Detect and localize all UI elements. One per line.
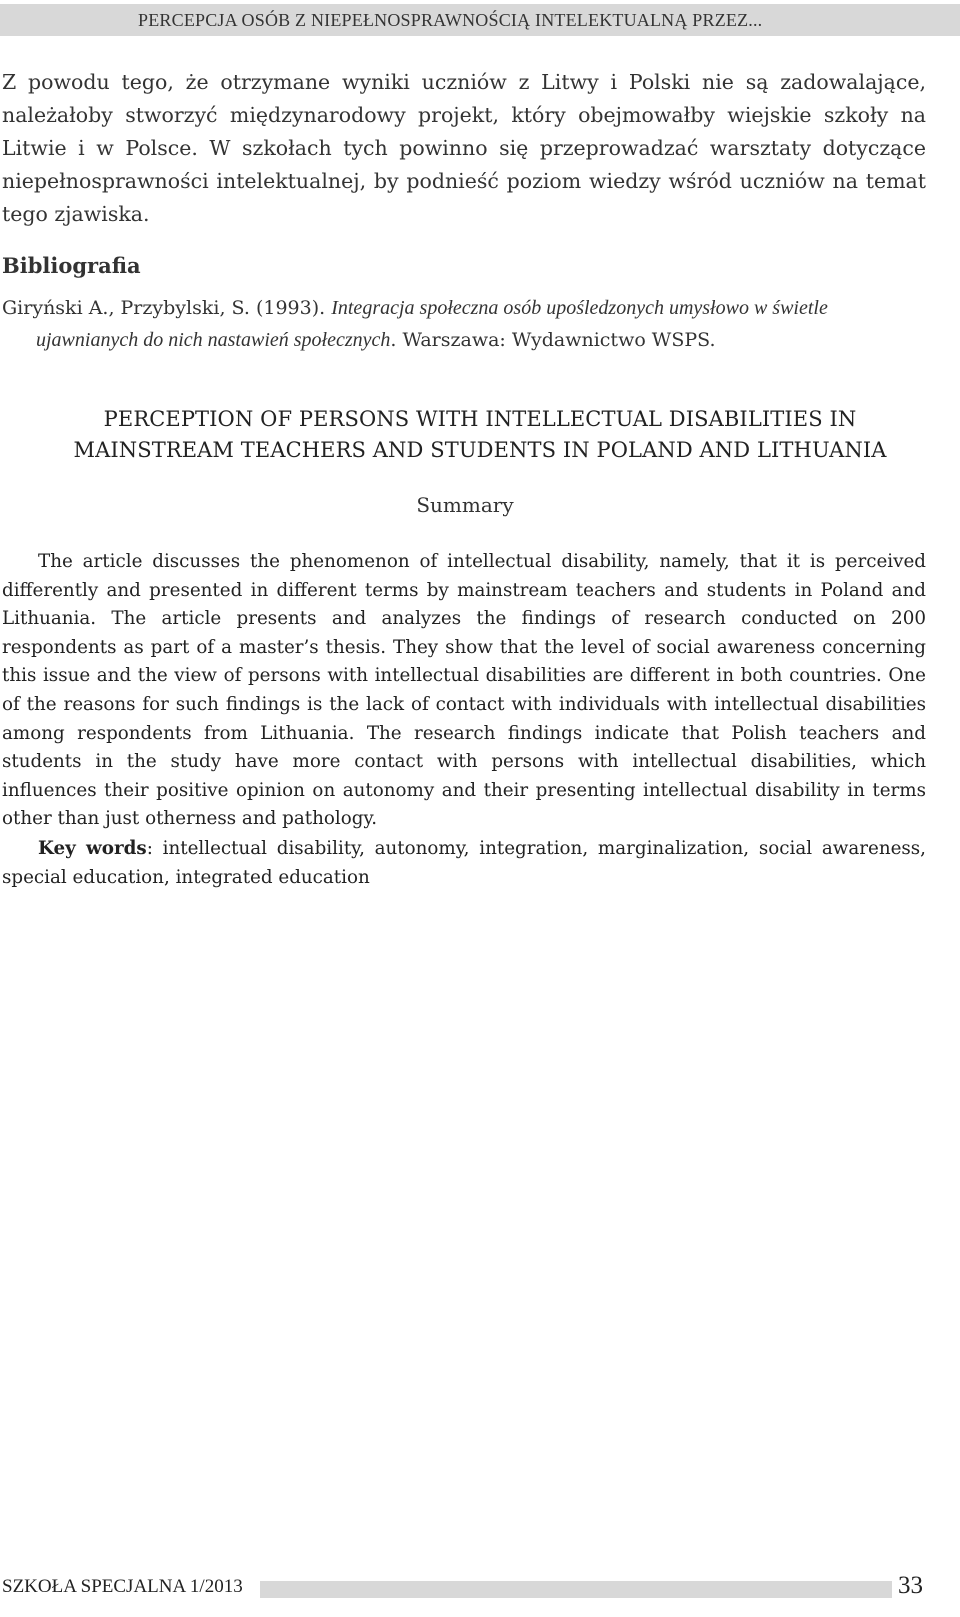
keywords-text: : intellectual disability, autonomy, integration, marginalization, social awareness, special education, integrated education [2,838,926,888]
bibliography-entry [2,292,930,356]
summary-title [0,404,960,466]
journal-name: SZKOŁA SPECJALNA 1/2013 [2,1576,243,1597]
bib-publisher: . Warszawa: Wydawnictwo WSPS. [390,329,716,351]
running-title: PERCEPCJA OSÓB Z NIEPEŁNOSPRAWNOŚCIĄ INTELEKTUALNĄ PRZEZ... [138,10,763,30]
bib-authors: Giryński A., Przybylski, S. (1993). [2,297,332,319]
page-number: 33 [898,1572,923,1599]
bibliography-heading: Bibliografia [2,253,141,278]
bib-title: Integracja społeczna osób upośledzonych umysłowo w świetle ujawnianych do nich nastawień społecznych [36,297,828,351]
footer-bar [260,1581,892,1598]
keywords-label: Key words [38,838,147,859]
summary-body: The article discusses the phenomenon of intellectual disability, namely, that it is perceived differently and presented in different terms by mainstream teachers and students in Poland and Lithuania. The article presents and analyzes the findings of research conducted on 200 respondents as part of a master’s thesis. They show that the level of social awareness concerning this issue and the view of persons with intellectual disabilities are different in both countries. One of the reasons for such findings is the lack of contact with individuals with intellectual disabilities among respondents from Lithuania. The research findings indicate that Polish teachers and students in the study have more contact with persons with intellectual disabilities, which influences their positive opinion on autonomy and their presenting intellectual disability in terms other than just otherness and pathology. [2,551,926,830]
running-footer [0,1572,960,1606]
summary-title-line-2: MAINSTREAM TEACHERS AND STUDENTS IN POLAND AND LITHUANIA [73,438,887,462]
intro-paragraph: Z powodu tego, że otrzymane wyniki uczniów z Litwy i Polski nie są zadowalające, należałoby stworzyć międzynarodowy projekt, który obejmowałby wiejskie szkoły na Litwie i w Polsce. W szkołach tych powinno się przeprowadzać warsztaty dotyczące niepełnosprawności intelektualnej, by podnieść poziom wiedzy wśród uczniów na temat tego zjawiska. [2,70,926,226]
summary-title-line-1: PERCEPTION OF PERSONS WITH INTELLECTUAL DISABILITIES IN [103,407,857,431]
summary-heading: Summary [416,493,514,517]
keywords-paragraph [2,835,926,892]
running-header [0,4,960,36]
